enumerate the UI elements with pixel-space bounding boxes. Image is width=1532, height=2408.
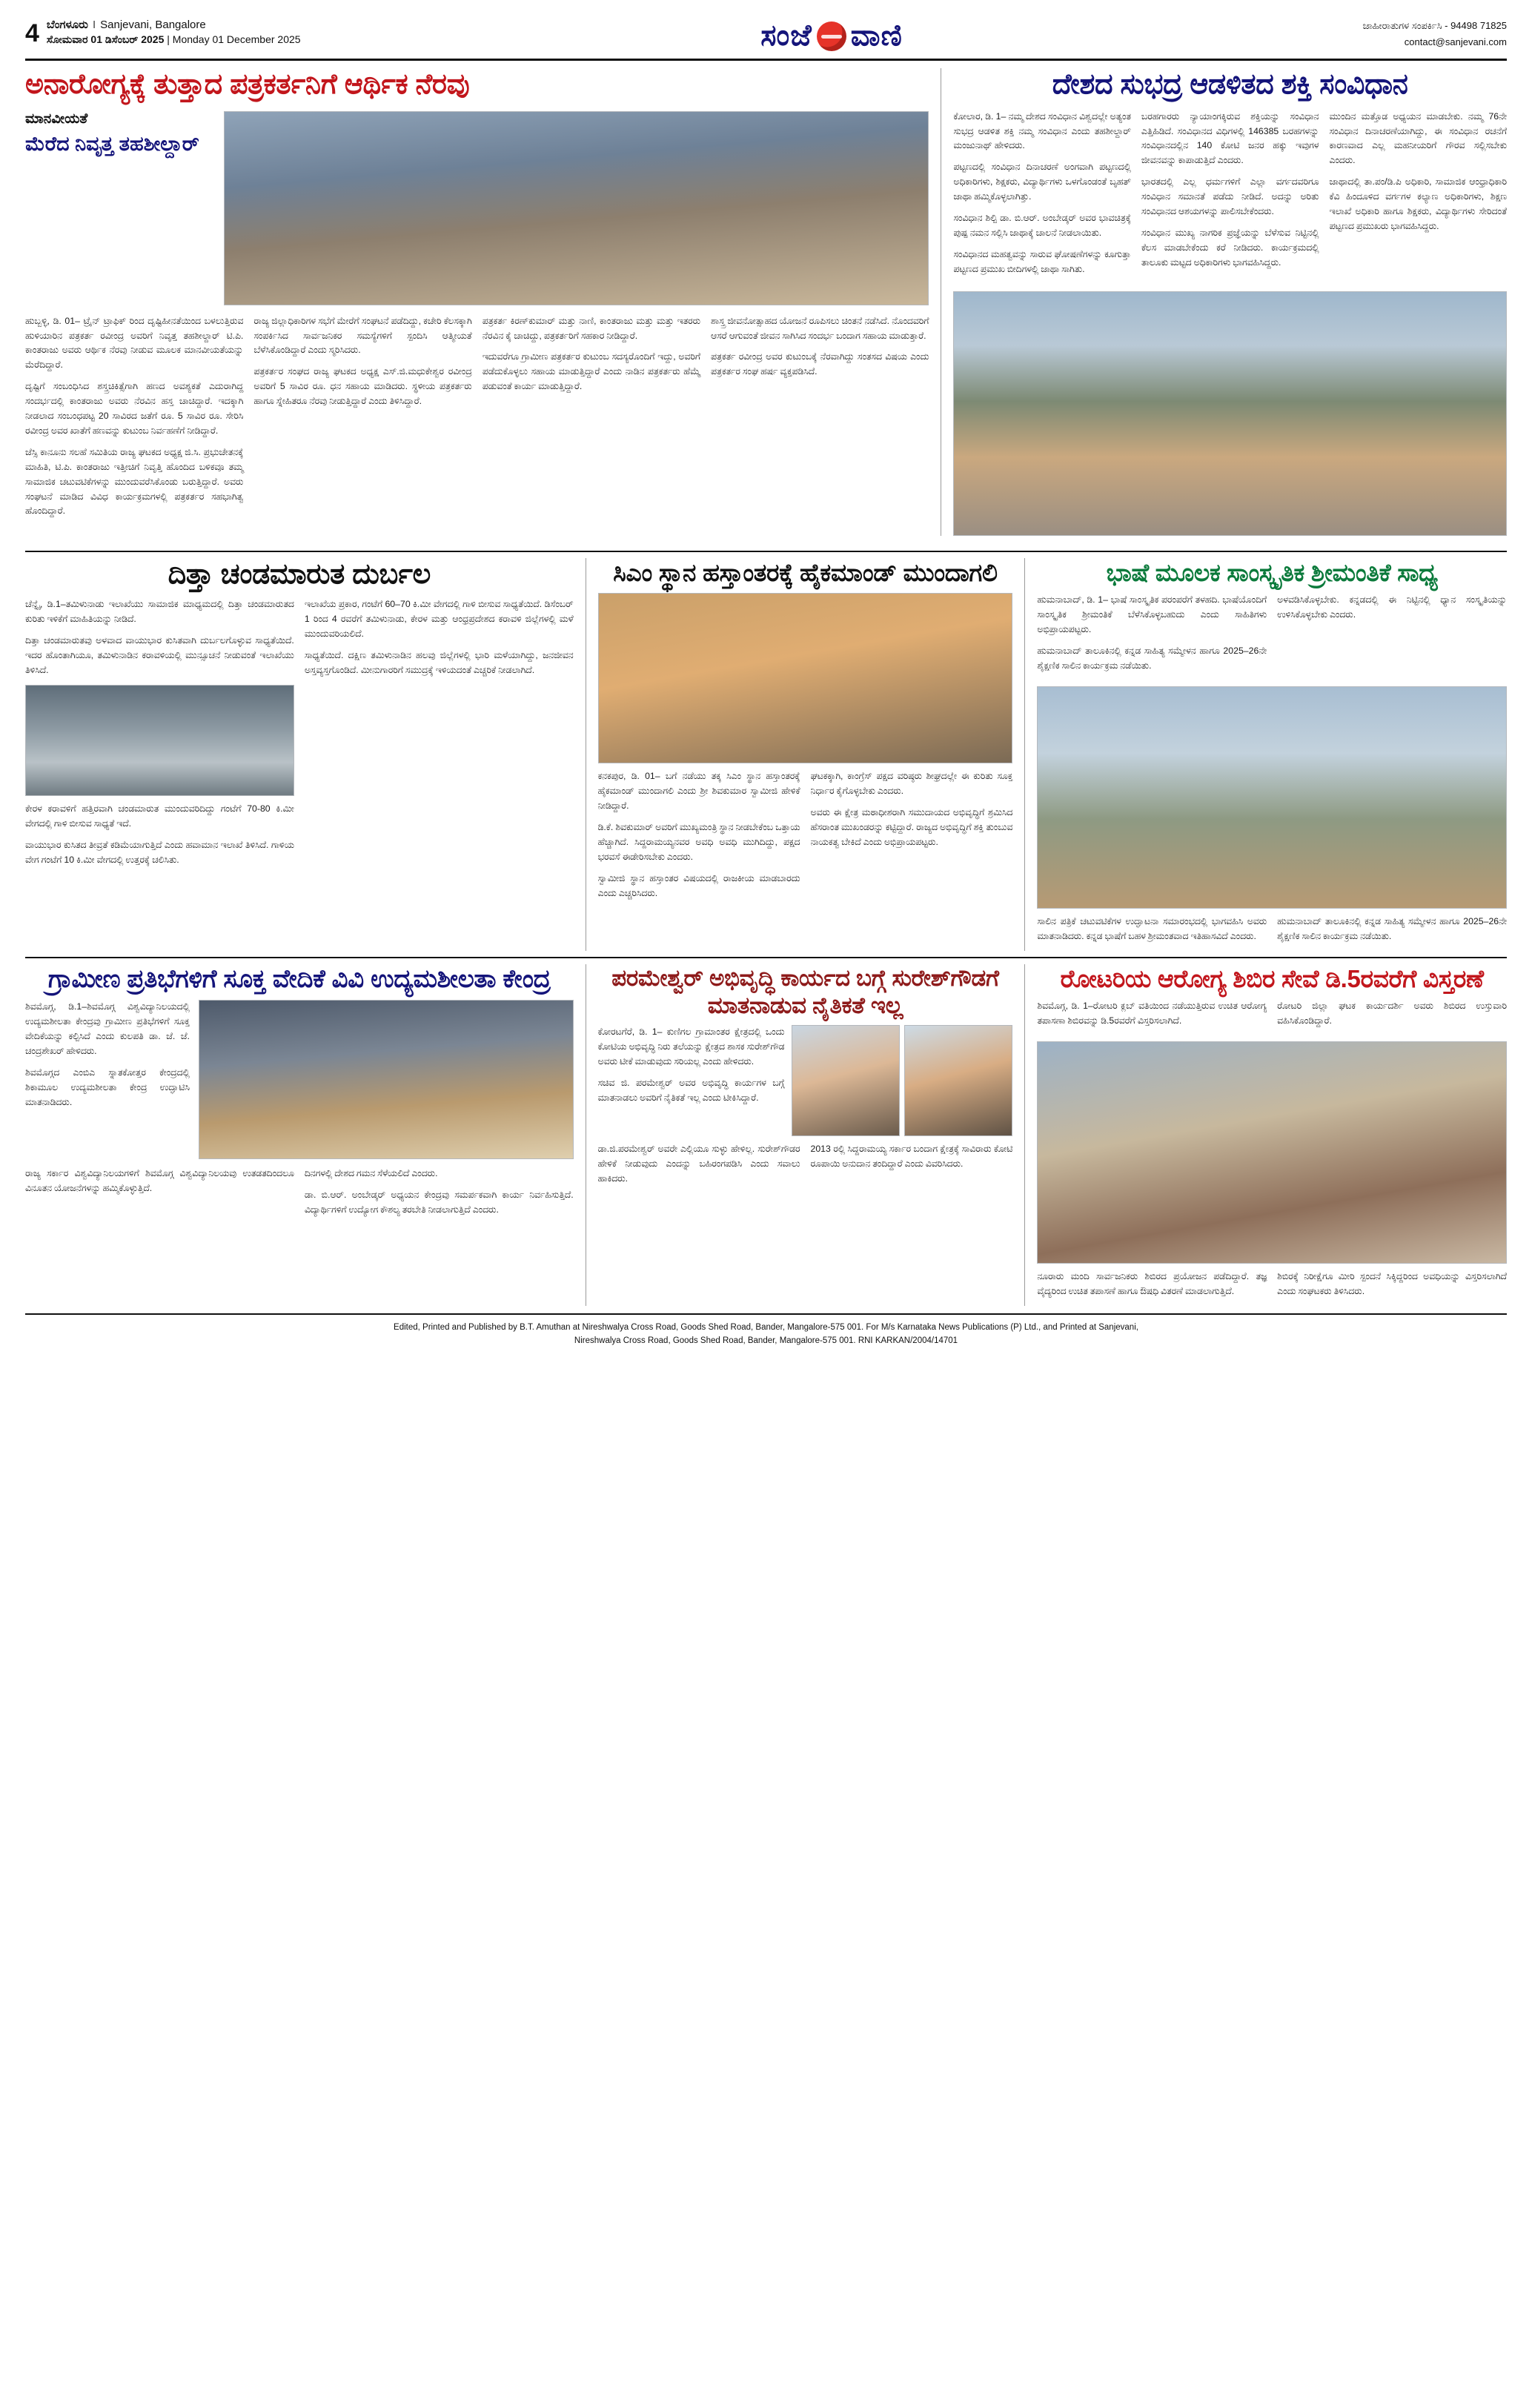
- masthead-city-line: [47, 18, 301, 33]
- culture-col-4: [1277, 915, 1507, 951]
- constitution-col3-p1: ಮುಂದಿನ ಮತ್ತೊಡ ಅಧ್ಯಯನ ಮಾಡಬೇಕು. ನಮ್ಮ 76ನೇ ಸಂವಿಧಾನ ದಿನಾಚರಣೆಯಾಗಿದ್ದು, ಈ ಸಂವಿಧಾನ ರಚನೆಗೆ ಕಾರಣವಾದ ಎಲ್ಲ ಮಹನೀಯರಿಗೆ ಗೌರವ ಸಲ್ಲಿಸಬೇಕು ಎಂದರು.: [1329, 110, 1508, 166]
- rural-col3-p1: ದಿನಗಳಲ್ಲಿ ದೇಶದ ಗಮನ ಸೆಳೆಯಲಿದೆ ಎಂದರು.: [304, 1168, 438, 1179]
- parameshwar-col3-p1: 2013 ರಲ್ಲಿ ಸಿದ್ದರಾಮಯ್ಯ ಸರ್ಕಾರ ಬಂದಾಗ ಕ್ಷೇತ್ರಕ್ಕೆ ಸಾವಿರಾರು ಕೋಟಿ ರೂಪಾಯಿ ಅನುದಾನ ತಂದಿದ್ದಾರೆ ಎಂದು ವಿವರಿಸಿದರು.: [810, 1143, 1013, 1169]
- parameshwar-photos: [792, 1025, 1012, 1136]
- footer-line-2: Nireshwalya Cross Road, Goods Shed Road, Bander, Mangalore-575 001. RNI KARKAN/2004/14701: [574, 1336, 958, 1346]
- lead-col-3: [483, 314, 700, 526]
- parameshwar-col-1: [598, 1025, 785, 1136]
- constitution-col2-p3: ಸಂವಿಧಾನ ಮುಖ್ಯ ನಾಗರಿಕ ಪ್ರಜ್ಞೆಯನ್ನು ಬೆಳೆಸುವ ನಿಟ್ಟಿನಲ್ಲಿ ಕೆಲಸ ಮಾಡಬೇಕೆಂದು ಕರೆ ನೀಡಿದರು. ಕಾರ್ಯಕ್ರಮದಲ್ಲಿ ತಾಲೂಕು ಮಟ್ಟದ ಅಧಿಕಾರಿಗಳು ಭಾಗವಹಿಸಿದ್ದರು.: [1141, 227, 1319, 268]
- constitution-rally-photo: [953, 291, 1507, 536]
- rotary-camp-photo: [1037, 1041, 1507, 1264]
- cyclone-col-2: [305, 597, 574, 874]
- section-rule-2: [25, 957, 1507, 958]
- culture-col-1: [1037, 593, 1267, 680]
- parameshwar-col2-p1: ಡಾ.ಜಿ.ಪರಮೇಶ್ವರ್ ಅವರೇ ಎಲ್ಲಿಯೂ ಸುಳ್ಳು ಹೇಳಿಲ್ಲ. ಸುರೇಶ್‌ಗೌಡರ ಹೇಳಿಕೆ ನೀಡುವುದು ಎಂದನ್ನು ಬಹಿರಂಗಪಡಿಸಿ ಎಂದು ಸವಾಲು ಹಾಕಿದರು.: [597, 1143, 800, 1184]
- constitution-col3-p2: ಜಾಥಾದಲ್ಲಿ ತಾ.ಪಂ/ಡಿ.ಪಿ ಅಧಿಕಾರಿ, ಸಾಮಾಜಿಕ ಆಂಧ್ರಾಧಿಕಾರಿ ಕೆವಿ ಹಿಂದೂಳಿದ ವರ್ಗಗಳ ಕಲ್ಯಾಣ ಅಧಿಕಾರಿಗಳು, ಶಿಕ್ಷಣ ಇಲಾಖೆ ಅಧಿಕಾರಿ ಹಾಗೂ ಶಿಕ್ಷಕರು, ವಿದ್ಯಾರ್ಥಿಗಳು ಸೇರಿದಂತೆ ಪಟ್ಟಣದ ಪ್ರಮುಖರು ಭಾಗವಹಿಸಿದ್ದರು.: [1329, 176, 1508, 231]
- rotary-col2-p1: ರೋಟರಿ ಜಿಲ್ಲಾ ಘಟಕ ಕಾರ್ಯದರ್ಶಿ ಅವರು ಶಿಬಿರದ ಉಸ್ತುವಾರಿ ವಹಿಸಿಕೊಂಡಿದ್ದಾರೆ.: [1277, 1001, 1507, 1026]
- parameshwar-headline: ಪರಮೇಶ್ವರ್ ಅಭಿವೃದ್ಧಿ ಕಾರ್ಯದ ಬಗ್ಗೆ ಸುರೇಶ್‌ಗೌಡಗೆ ಮಾತನಾಡುವ ನೈತಿಕತೆ ಇಲ್ಲ: [611, 964, 999, 1018]
- rural-inauguration-photo: [199, 1000, 574, 1159]
- rural-col1-p2: ಶಿವಮೊಗ್ಗದ ಎಂಬಿಎ ಸ್ನಾತಕೋತ್ತರ ಕೇಂದ್ರದಲ್ಲಿ ಶಿಕಾಮೂಲ ಉದ್ಯಮಶೀಲತಾ ಕೇಂದ್ರ ಉದ್ಘಾಟಿಸಿ ಮಾತನಾಡಿದರು.: [25, 1067, 190, 1107]
- masthead-city-kn: ಬೆಂಗಳೂರು: [46, 19, 88, 31]
- constitution-headline: ದೇಶದ ಸುಭದ್ರ ಆಡಳಿತದ ಶಕ್ತಿ ಸಂವಿಧಾನ: [1052, 69, 1408, 100]
- lead-kicker-block: [25, 111, 215, 305]
- culture-body-columns-2: [1037, 915, 1507, 951]
- culture-headline: ಭಾಷೆ ಮೂಲಕ ಸಾಂಸ್ಕೃತಿಕ ಶ್ರೀಮಂತಿಕೆ ಸಾಧ್ಯ: [1106, 558, 1438, 586]
- cyclone-col2-p1: ಇಲಾಖೆಯ ಪ್ರಕಾರ, ಗಂಟೆಗೆ 60–70 ಕಿ.ಮೀ ವೇಗದಲ್ಲಿ ಗಾಳಿ ಬೀಸುವ ಸಾಧ್ಯತೆಯಿದೆ. ಡಿಸೆಂಬರ್ 1 ರಿಂದ 4 ರವರೆಗೆ ತಮಿಳುನಾಡು, ಕೇರಳ ಮತ್ತು ಆಂಧ್ರಪ್ರದೇಶದ ಕರಾವಳಿ ಜಿಲ್ಲೆಗಳಲ್ಲಿ ಮಳೆ ಮುಂದುವರಿಯಲಿದೆ.: [304, 599, 574, 640]
- masthead-date-kn: ಸೋಮವಾರ 01 ಡಿಸೆಂಬರ್ 2025: [46, 33, 165, 46]
- rotary-col-3: [1037, 1270, 1267, 1306]
- rural-body-columns: [25, 1167, 574, 1224]
- rotary-col3-p1: ನೂರಾರು ಮಂದಿ ಸಾರ್ವಜನಿಕರು ಶಿಬಿರದ ಪ್ರಯೋಜನ ಪಡೆದಿದ್ದಾರೆ. ತಜ್ಞ ವೈದ್ಯರಿಂದ ಉಚಿತ ತಪಾಸಣೆ ಹಾಗೂ ಔಷಧಿ ವಿತರಣೆ ಮಾಡಲಾಗುತ್ತಿದೆ.: [1037, 1271, 1267, 1296]
- rural-top: [25, 1000, 574, 1159]
- parameshwar-story: [598, 964, 1013, 1306]
- lead-kicker: ಮಾನವೀಯತೆ: [25, 110, 88, 127]
- cm-col1-p3: ಸ್ವಾಮೀಜಿ ಸ್ಥಾನ ಹಸ್ತಾಂತರ ವಿಷಯದಲ್ಲಿ ರಾಜಕೀಯ ಮಾಡಬಾರದು ಎಂದು ಎಚ್ಚರಿಸಿದರು.: [597, 872, 800, 898]
- lead-col2-p1: ರಾಜ್ಯ ಜಿಲ್ಲಾಧಿಕಾರಿಗಳ ಸಭೆಗೆ ಮೇರೆಗೆ ಸಂಘಟನೆ ಪಡೆದಿದ್ದು, ಕಚೇರಿ ಕೆಲಸಕ್ಕಾಗಿ ಸಂಪರ್ಕಿಸಿದ ಸಾರ್ವಜನಿಕರ ಸಮಸ್ಯೆಗಳಿಗೆ ಸ್ಪಂದಿಸಿ ಆತ್ಮೀಯತೆ ಬೆಳೆಸಿಕೊಂಡಿದ್ದಾರೆ ಎಂದು ಸ್ಮರಿಸಿದರು.: [253, 315, 472, 356]
- cyclone-col1-p3: ಕೇರಳ ಕರಾವಳಿಗೆ ಹತ್ತಿರವಾಗಿ ಚಂಡಮಾರುತ ಮುಂದುವರಿದಿದ್ದು ಗಂಟೆಗೆ 70-80 ಕಿ.ಮೀ ವೇಗದಲ್ಲಿ ಗಾಳಿ ಬೀಸುವ ಸಾಧ್ಯತೆ ಇದೆ.: [25, 803, 294, 829]
- constitution-col2-p2: ಭಾರತದಲ್ಲಿ ಎಲ್ಲ ಧರ್ಮಗಳಿಗೆ ಎಲ್ಲಾ ವರ್ಗದವರಿಗೂ ಸಂವಿಧಾನ ಸಮಾನತೆ ಪಡೆದು ನೀಡಿದೆ. ಅದನ್ನು ಅರಿತು ಸಂವಿಧಾನದ ಆಶಯಗಳನ್ನು ಪಾಲಿಸಬೇಕೆಂದರು.: [1141, 176, 1319, 217]
- logo-text-left: ಸಂಜೆ: [760, 19, 812, 52]
- parameshwar-col-3: [810, 1142, 1012, 1193]
- cm-portrait-photo: [598, 593, 1013, 763]
- publication-logo: [760, 19, 903, 53]
- culture-story: [1037, 558, 1507, 951]
- lead-col2-p2: ಪತ್ರಕರ್ತರ ಸಂಘದ ರಾಜ್ಯ ಘಟಕದ ಅಧ್ಯಕ್ಷ ಎಸ್.ಜಿ.ಮಧುಕೇಶ್ವರ ರವೀಂದ್ರ ಅವರಿಗೆ 5 ಸಾವಿರ ರೂ. ಧನ ಸಹಾಯ ಮಾಡಿದರು. ಸ್ಥಳೀಯ ಪತ್ರಕರ್ತರು ಹಾಗೂ ಸ್ನೇಹಿತರೂ ನೆರವು ನೀಡುತ್ತಿದ್ದಾರೆ ಎಂದು ತಿಳಿಸಿದ್ದಾರೆ.: [253, 366, 472, 407]
- constitution-col1-p3: ಸಂವಿಧಾನ ಶಿಲ್ಪಿ ಡಾ. ಬಿ.ಆರ್. ಅಂಬೇಡ್ಕರ್ ಅವರ ಭಾವಚಿತ್ರಕ್ಕೆ ಪುಷ್ಪ ನಮನ ಸಲ್ಲಿಸಿ ಜಾಥಾಕ್ಕೆ ಚಾಲನೆ ನೀಡಲಾಯಿತು.: [953, 213, 1131, 238]
- masthead-edition: [47, 18, 301, 47]
- masthead-city-en: Sanjevani, Bangalore: [100, 19, 206, 31]
- cm-body-columns: [598, 769, 1013, 907]
- lead-col-2: [253, 314, 471, 526]
- cyclone-col-1: [25, 597, 294, 874]
- rural-story: [25, 964, 574, 1306]
- rotary-story: [1037, 964, 1507, 1306]
- rotary-headline: ರೋಟರಿಯ ಆರೋಗ್ಯ ಶಿಬಿರ ಸೇವೆ ಡಿ.5ರವರೆಗೆ ವಿಸ್ತರಣೆ: [1060, 964, 1484, 992]
- rotary-col-4: [1277, 1270, 1507, 1306]
- row-two: [25, 558, 1507, 951]
- rotary-col4-p1: ಶಿಬಿರಕ್ಕೆ ನಿರೀಕ್ಷೆಗೂ ಮೀರಿ ಸ್ಪಂದನೆ ಸಿಕ್ಕಿದ್ದರಿಂದ ಅವಧಿಯನ್ನು ವಿಸ್ತರಿಸಲಾಗಿದೆ ಎಂದು ಸಂಘಟಕರು ತಿಳಿಸಿದರು.: [1277, 1271, 1507, 1296]
- constitution-col1-p1: ಕೋಲಾರ, ಡಿ. 1– ನಮ್ಮ ದೇಶದ ಸಂವಿಧಾನ ವಿಶ್ವದಲ್ಲೇ ಅತ್ಯಂತ ಸುಭದ್ರ ಆಡಳಿತ ಶಕ್ತಿ ನಮ್ಮ ಸಂವಿಧಾನ ಎಂದು ತಹಶೀಲ್ದಾರ್ ಮಂಜುನಾಥ್ ಹೇಳಿದರು.: [953, 110, 1131, 151]
- column-divider-5: [1024, 964, 1025, 1306]
- parameshwar-col1-p1: ಕೋರಟಗೆರೆ, ಡಿ. 1– ಕುಣಿಗಲ ಗ್ರಾಮಾಂತರ ಕ್ಷೇತ್ರದಲ್ಲಿ ಒಂದು ಕೋಟಿಯ ಅಭಿವೃದ್ಧಿ ನಿರು ತಲೆಯನ್ನು ಕ್ಷೇತ್ರದ ಶಾಸಕ ಸುರೇಶ್‌ಗೌಡ ಅವರು ಟೀಕೆ ಮಾಡುವುದು ಸರಿಯಲ್ಲ ಎಂದು ಹೇಳಿದರು.: [597, 1026, 785, 1067]
- lead-col3-p2: ಇದುವರೆಗೂ ಗ್ರಾಮೀಣ ಪತ್ರಕರ್ತರ ಕುಟುಂಬ ಸದಸ್ಯರೊಂದಿಗೆ ಇದ್ದು, ಅವರಿಗೆ ಪಡೆದುಕೊಳ್ಳಲು ಸಹಾಯ ಮಾಡುತ್ತಿದ್ದಾರೆ ಎಂದು ನಾಡಿನ ಪತ್ರಕರ್ತರು ಹೆಮ್ಮೆ ಪಡುವಂತೆ ಕಾರ್ಯ ಮಾಡುತ್ತಿದ್ದಾರೆ.: [482, 351, 701, 392]
- cm-col2-p1: ಘಟಕಕ್ಕಾಗಿ, ಕಾಂಗ್ರೆಸ್ ಪಕ್ಷದ ವರಿಷ್ಠರು ಶೀಘ್ರದಲ್ಲೇ ಈ ಕುರಿತು ಸೂಕ್ತ ನಿರ್ಧಾರ ಕೈಗೊಳ್ಳಬೇಕು ಎಂದರು.: [810, 771, 1013, 797]
- rotary-col1-p1: ಶಿವಮೊಗ್ಗ, ಡಿ. 1–ರೋಟರಿ ಕ್ಲಬ್ ವತಿಯಿಂದ ನಡೆಯುತ್ತಿರುವ ಉಚಿತ ಆರೋಗ್ಯ ತಪಾಸಣಾ ಶಿಬಿರವನ್ನು ಡಿ.5ರವರೆಗೆ ವಿಸ್ತರಿಸಲಾಗಿದೆ.: [1037, 1001, 1267, 1026]
- cm-story: [598, 558, 1013, 951]
- masthead-date-en: | Monday 01 December 2025: [167, 33, 301, 46]
- rural-photo-wrap: [199, 1000, 574, 1159]
- constitution-col2-p1: ಬರಹಗಾರರು ನ್ಯಾಯಾಂಗಕ್ಕಿರುವ ಶಕ್ತಿಯನ್ನು ಸಂವಿಧಾನ ಎತ್ತಿಹಿಡಿದೆ. ಸಂವಿಧಾನದ ವಿಧಿಗಳಲ್ಲಿ 146385 ಬರಹಗಳನ್ನು ಸಂವಿಧಾನದಲ್ಲಿನ 140 ಕೋಟಿ ಜನರ ಹಕ್ಕು ಇವುಗಳ ಜೀವನವನ್ನು ಕಾಪಾಡುತ್ತಿದೆ ಎಂದರು.: [1141, 110, 1319, 166]
- masthead-contact: [1363, 18, 1507, 50]
- rotary-col-1: [1037, 999, 1267, 1035]
- culture-event-photo: [1037, 686, 1507, 909]
- cyclone-col1-p2: ದಿತ್ತಾ ಚಂಡಮಾರುತವು ಅಳವಾದ ವಾಯುಭಾರ ಕುಸಿತವಾಗಿ ದುರ್ಬಲಗೊಳ್ಳುವ ಸಾಧ್ಯತೆಯಿದೆ. ಇದರ ಹೊಂತಾಗಿಯೂ, ತಮಿಳುನಾಡಿನ ಕರಾವಳಿಯಲ್ಲಿ ಮುನ್ಸೂಚನೆ ನೀಡುವಂತೆ ಇಲಾಖೆಯು ತಿಳಿಸಿದೆ.: [25, 635, 294, 675]
- row-three: [25, 964, 1507, 1306]
- cyclone-body-columns: [25, 597, 574, 874]
- lead-photo: [224, 111, 929, 305]
- lead-col4-p1: ಶಾಸ್ತ್ರ ಜೀವನೋತ್ಸಾಹದ ಯೋಜನೆ ರೂಪಿಸಲು ಚಿಂತನೆ ನಡೆಸಿದೆ. ನೊಂದವರಿಗೆ ಆಸರೆ ಆಗುವಂತೆ ಜೀವನ ಸಾಗಿಸಿದ ಸಂದರ್ಭ ಬಂದಾಗ ಸಹಾಯ ಮಾಡುತ್ತಾರೆ.: [711, 315, 929, 341]
- rural-col-2: [25, 1167, 294, 1224]
- lead-body-columns: [25, 314, 929, 526]
- parameshwar-portrait-2: [904, 1025, 1012, 1136]
- constitution-col1-p2: ಪಟ್ಟಣದಲ್ಲಿ ಸಂವಿಧಾನ ದಿನಾಚರಣೆ ಅಂಗವಾಗಿ ಪಟ್ಟಣದಲ್ಲಿ ಅಧಿಕಾರಿಗಳು, ಶಿಕ್ಷಕರು, ವಿದ್ಯಾರ್ಥಿಗಳು ಒಳಗೊಂಡಂತೆ ಬೃಹತ್ ಜಾಥಾ ಹಮ್ಮಿಕೊಳ್ಳಲಾಗಿತ್ತು.: [953, 162, 1131, 202]
- parameshwar-col-2: [598, 1142, 800, 1193]
- rotary-body-columns-2: [1037, 1270, 1507, 1306]
- cyclone-headline: ದಿತ್ತಾ ಚಂಡಮಾರುತ ದುರ್ಬಲ: [168, 558, 431, 590]
- lead-story: [25, 68, 929, 536]
- lead-col1-p3: ಜೆಸ್ಸಿ ಕಾನೂನು ಸಲಹೆ ಸಮಿತಿಯ ರಾಜ್ಯ ಘಟಕದ ಅಧ್ಯಕ್ಷ ಜಿ.ಸಿ. ಪ್ರಭುಚೇತನಕ್ಕೆ ಮಾಹಿತಿ, ಟಿ.ಪಿ. ಕಾಂತರಾಜು ಇತ್ತೀಚಿಗೆ ನಿವೃತ್ತಿ ಹೊಂದಿದ ಬಳಿಕವೂ ತಮ್ಮ ಸಾಮಾಜಿಕ ಚಟುವಟಿಕೆಗಳನ್ನು ಮುಂದುವರೆಸಿಕೊಂಡು ಬರುತ್ತಿದ್ದಾರೆ. ಅವರು ಸಂಘಟನೆ ಮಾಡಿದ ವಿವಿಧ ಕಾರ್ಯಕ್ರಮಗಳಲ್ಲಿ ಪತ್ರಕರ್ತರ ಸಹಭಾಗಿತ್ವ ಹೊಂದಿದ್ದಾರೆ.: [25, 446, 244, 517]
- ads-contact-line: ಜಾಹೀರಾತುಗಳ ಸಂಪರ್ಕಿಸಿ - 94498 71825: [1362, 20, 1507, 31]
- cm-col1-p1: ಕನಕಪುರ, ಡಿ. 01– ಬಗೆ ನಡೆಯು ತಕ್ಕ ಸಿಎಂ ಸ್ಥಾನ ಹಸ್ತಾಂತರಕ್ಕೆ ಹೈಕಮಾಂಡ್ ಮುಂದಾಗಲಿ ಎಂದು ಶ್ರೀ ಶಿವಕುಮಾರ ಸ್ವಾಮೀಜಿ ಹೇಳಿಕೆ ನೀಡಿದ್ದಾರೆ.: [597, 771, 800, 812]
- parameshwar-col1-p2: ಸಚಿವ ಜಿ. ಪರಮೇಶ್ವರ್ ಅವರ ಅಭಿವೃದ್ಧಿ ಕಾರ್ಯಗಳ ಬಗ್ಗೆ ಮಾತನಾಡಲು ಅವರಿಗೆ ನೈತಿಕತೆ ಇಲ್ಲ ಎಂದು ಟೀಕಿಸಿದ್ದಾರೆ.: [597, 1077, 785, 1103]
- globe-icon: [817, 21, 846, 51]
- cyclone-col2-p2: ಸಾಧ್ಯತೆಯಿದೆ. ದಕ್ಷಿಣ ತಮಿಳುನಾಡಿನ ಹಲವು ಜಿಲ್ಲೆಗಳಲ್ಲಿ ಭಾರಿ ಮಳೆಯಾಗಿದ್ದು, ಜನಜೀವನ ಅಸ್ತವ್ಯಸ್ತಗೊಂಡಿದೆ. ಮೀನುಗಾರರಿಗೆ ಸಮುದ್ರಕ್ಕೆ ಇಳಿಯದಂತೆ ಎಚ್ಚರಿಕೆ ನೀಡಲಾಗಿದೆ.: [304, 649, 574, 675]
- culture-body-columns: [1037, 593, 1507, 680]
- rotary-col-2: [1277, 999, 1507, 1035]
- culture-col1-p1: ಹುಮನಾಬಾದ್, ಡಿ. 1– ಭಾಷೆ ಸಾಂಸ್ಕೃತಿಕ ಪರಂಪರೆಗೆ ತಳಹದಿ. ಭಾಷೆಯೊಂದಿಗೆ ಸಾಂಸ್ಕೃತಿಕ ಶ್ರೀಮಂತಿಕೆ ಬೆಳೆಸಿಕೊಳ್ಳಬಹುದು ಎಂದು ಸಾಹಿತಿಗಳು ಅಭಿಪ್ರಾಯಪಟ್ಟರು.: [1037, 594, 1267, 635]
- masthead-separator: I: [92, 19, 96, 31]
- cyclone-col1-p4: ವಾಯುಭಾರ ಕುಸಿತದ ತೀವ್ರತೆ ಕಡಿಮೆಯಾಗುತ್ತಿದೆ ಎಂದು ಹವಾಮಾನ ಇಲಾಖೆ ತಿಳಿಸಿದೆ. ಗಾಳಿಯ ವೇಗ ಗಂಟೆಗೆ 10 ಕಿ.ಮೀ ವೇಗದಲ್ಲಿ ಉತ್ತರಕ್ಕೆ ಚಲಿಸಿತು.: [25, 839, 294, 865]
- lead-col-1: [25, 314, 243, 526]
- page-footer: [25, 1313, 1507, 1348]
- footer-line-1: Edited, Printed and Published by B.T. Amuthan at Nireshwalya Cross Road, Goods Shed Road, Bander, Mangalore-575 001. For M/s Karnataka News Publications (P) Ltd., and Printed at Sanjevani,: [394, 1322, 1138, 1332]
- constitution-col1-p4: ಸಂವಿಧಾನದ ಮಹತ್ವವನ್ನು ಸಾರುವ ಘೋಷಣೆಗಳನ್ನು ಕೂಗುತ್ತಾ ಪಟ್ಟಣದ ಪ್ರಮುಖ ಬೀದಿಗಳಲ್ಲಿ ಜಾಥಾ ಸಾಗಿತು.: [953, 248, 1131, 274]
- culture-col2-p1: ಅಳವಡಿಸಿಕೊಳ್ಳಬೇಕು. ಕನ್ನಡದಲ್ಲಿ ಈ ನಿಟ್ಟಿನಲ್ಲಿ ಧ್ಯಾನ ಸಂಸ್ಕೃತಿಯನ್ನು ಉಳಿಸಿಕೊಳ್ಳಬೇಕು ಎಂದರು.: [1277, 594, 1507, 620]
- lead-top-block: [25, 111, 929, 305]
- cyclone-col1-p1: ಚೆನ್ನೈ, ಡಿ.1–ತಮಿಳುನಾಡು ಇಲಾಖೆಯು ಸಾಮಾಜಿಕ ಮಾಧ್ಯಮದಲ್ಲಿ ದಿತ್ತಾ ಚಂಡಮಾರುತದ ಕುರಿತು ಇಳಿಕೆಗೆ ಮಾಹಿತಿಯನ್ನು ನೀಡಿದೆ.: [25, 599, 294, 625]
- lead-col1-p2: ದೃಷ್ಟಿಗೆ ಸಂಬಂಧಿಸಿದ ಶಸ್ತ್ರಚಿಕಿತ್ಸೆಗಾಗಿ ಹಣದ ಅವಶ್ಯಕತೆ ಎದುರಾಗಿದ್ದ ಸಂದರ್ಭದಲ್ಲಿ ಕಾಂತರಾಜು ಅವರು ನೆರವಿನ ಹಸ್ತ ಚಾಚಿದ್ದಾರೆ. ಇದಕ್ಕಾಗಿ ನೀಡಲಾದ ಸಂಬಂಧಪಟ್ಟ 20 ಸಾವಿರದ ಜತೆಗೆ ರೂ. 5 ಸಾವಿರ ರೂ. ಸೇರಿಸಿ ರವೀಂದ್ರ ಅವರ ಖಾತೆಗೆ ಹಣವನ್ನು ಕುಟುಂಬ ನಿರ್ವಹಣೆಗೆ ನೀಡಿದ್ದಾರೆ.: [25, 381, 244, 436]
- cm-col1-p2: ಡಿ.ಕೆ. ಶಿವಕುಮಾರ್ ಅವರಿಗೆ ಮುಖ್ಯಮಂತ್ರಿ ಸ್ಥಾನ ನೀಡಬೇಕೆಂಬ ಒತ್ತಾಯ ಹೆಚ್ಚಾಗಿದೆ. ಸಿದ್ದರಾಮಯ್ಯನವರ ಅವಧಿ ಅವಧಿ ಮುಗಿದಿದ್ದು, ಪಕ್ಷದ ಭರವಸೆ ಈಡೇರಿಸಬೇಕು ಎಂದರು.: [597, 821, 800, 862]
- lead-headline: ಅನಾರೋಗ್ಯಕ್ಕೆ ತುತ್ತಾದ ಪತ್ರಕರ್ತನಿಗೆ ಆರ್ಥಿಕ ನೆರವು: [25, 69, 470, 100]
- rural-col3-p2: ಡಾ. ಬಿ.ಆರ್. ಅಂಬೇಡ್ಕರ್ ಅಧ್ಯಯನ ಕೇಂದ್ರವು ಸಮರ್ಪಕವಾಗಿ ಕಾರ್ಯ ನಿರ್ವಹಿಸುತ್ತಿದೆ. ವಿದ್ಯಾರ್ಥಿಗಳಿಗೆ ಉದ್ಯೋಗ ಕೌಶಲ್ಯ ತರಬೇತಿ ನೀಡಲಾಗುತ್ತಿದೆ ಎಂದರು.: [304, 1190, 574, 1215]
- parameshwar-top: [598, 1025, 1013, 1136]
- rural-col-3: [305, 1167, 574, 1224]
- constitution-body-columns: [953, 110, 1507, 284]
- column-divider-3: [1024, 558, 1025, 951]
- parameshwar-portrait-1: [792, 1025, 900, 1136]
- rural-headline: ಗ್ರಾಮೀಣ ಪ್ರತಿಭೆಗಳಿಗೆ ಸೂಕ್ತ ವೇದಿಕೆ ವಿವಿ ಉದ್ಯಮಶೀಲತಾ ಕೇಂದ್ರ: [47, 964, 551, 993]
- rural-col1-p1: ಶಿವಮೊಗ್ಗ, ಡಿ.1–ಶಿವಮೊಗ್ಗ ವಿಶ್ವವಿದ್ಯಾನಿಲಯದಲ್ಲಿ ಉದ್ಯಮಶೀಲತಾ ಕೇಂದ್ರವು ಗ್ರಾಮೀಣ ಪ್ರತಿಭೆಗಳಿಗೆ ಸೂಕ್ತ ವೇದಿಕೆಯನ್ನು ಕಲ್ಪಿಸಿದೆ ಎಂದು ಕುಲಪತಿ ಡಾ. ಜೆ. ಜೆ. ಚಂದ್ರಶೇಖರ್ ಹೇಳಿದರು.: [25, 1001, 190, 1057]
- cyclone-story: [25, 558, 574, 951]
- masthead-date-line: [47, 33, 301, 47]
- cm-col2-p2: ಅವರು ಈ ಕ್ಷೇತ್ರ ಮಠಾಧೀಶರಾಗಿ ಸಮುದಾಯದ ಅಭಿವೃದ್ಧಿಗೆ ಶ್ರಮಿಸಿದ ಹೆಸರಾಂತ ಮುಖಂಡರನ್ನು ಕಟ್ಟಿದ್ದಾರೆ. ರಾಜ್ಯದ ಅಭಿವೃದ್ಧಿಗೆ ಶಕ್ತಿ ತುಂಬುವ ನಾಯಕತ್ವ ಬೇಕಿದೆ ಎಂದು ಅಭಿಪ್ರಾಯಪಟ್ಟರು.: [810, 807, 1013, 847]
- page-number: 4: [25, 19, 39, 47]
- culture-col4-p1: ಹುಮನಾಬಾದ್ ತಾಲೂಕಿನಲ್ಲಿ ಕನ್ನಡ ಸಾಹಿತ್ಯ ಸಮ್ಮೇಳನ ಹಾಗೂ 2025–26ನೇ ಶೈಕ್ಷಣಿಕ ಸಾಲಿನ ಕಾರ್ಯಕ್ರಮ ನಡೆಯಿತು.: [1277, 915, 1507, 941]
- lead-col4-p2: ಪತ್ರಕರ್ತ ರವೀಂದ್ರ ಅವರ ಕುಟುಂಬಕ್ಕೆ ನೆರವಾಗಿದ್ದು ಸಂತಸದ ವಿಷಯ ಎಂದು ಪತ್ರಕರ್ತರ ಸಂಘ ಹರ್ಷ ವ್ಯಕ್ತಪಡಿಸಿದೆ.: [711, 351, 929, 377]
- row-one: [25, 61, 1507, 545]
- cm-headline: ಸಿಎಂ ಸ್ಥಾನ ಹಸ್ತಾಂತರಕ್ಕೆ ಹೈಕಮಾಂಡ್ ಮುಂದಾಗಲಿ: [613, 558, 998, 586]
- logo-text-right: ವಾಣಿ: [850, 19, 903, 52]
- rural-col2-p1: ರಾಜ್ಯ ಸರ್ಕಾರ ವಿಶ್ವವಿದ್ಯಾನಿಲಯಗಳಿಗೆ ಶಿವಮೊಗ್ಗ ವಿಶ್ವವಿದ್ಯಾನಿಲಯವು ಉತಡತದಿಂದಲೂ ವಿನೂತನ ಯೋಜನೆಗಳನ್ನು ಹಮ್ಮಿಕೊಳ್ಳುತ್ತಿದೆ.: [25, 1168, 294, 1194]
- lead-headline-wrap: [25, 68, 929, 107]
- email-contact-line: contact@sanjevani.com: [1404, 36, 1507, 48]
- lead-col3-p1: ಪತ್ರಕರ್ತ ಕಿರಣ್‌ಕುಮಾರ್ ಮತ್ತು ನಾಣಿ, ಕಾಂತರಾಜು ಮತ್ತು ಮತ್ತು ಇತರರು ನೆರವಿನ ಕೈ ಚಾಚಿದ್ದು, ಪತ್ರಕರ್ತರಿಗೆ ಸಹಕಾರ ನೀಡಿದ್ದಾರೆ.: [482, 315, 701, 341]
- section-rule-1: [25, 551, 1507, 552]
- lead-col-4: [711, 314, 929, 526]
- parameshwar-body-columns: [598, 1142, 1013, 1193]
- culture-col1-p2: ಹುಮನಾಬಾದ್ ತಾಲೂಕಿನಲ್ಲಿ ಕನ್ನಡ ಸಾಹಿತ್ಯ ಸಮ್ಮೇಳನ ಹಾಗೂ 2025–26ನೇ ಶೈಕ್ಷಣಿಕ ಸಾಲಿನ ಕಾರ್ಯಕ್ರಮ ನಡೆಯಿತು.: [1037, 645, 1267, 671]
- masthead-left: [25, 18, 301, 47]
- constitution-col-2: [1141, 110, 1319, 284]
- constitution-story: [953, 68, 1507, 536]
- cm-col-1: [598, 769, 800, 907]
- masthead: [25, 18, 1507, 61]
- lead-subhead: ಮೆರೆದ ನಿವೃತ್ತ ತಹಶೀಲ್ದಾರ್: [25, 132, 199, 155]
- cm-col-2: [810, 769, 1012, 907]
- constitution-col-1: [953, 110, 1131, 284]
- lead-col1-p1: ಹುಬ್ಬಳ್ಳಿ, ಡಿ. 01– ಟ್ರೈನ್ ಟ್ರಾಫಿಕ್ ರಿಂದ ದೃಷ್ಟಿಹೀನತೆಯಿಂದ ಬಳಲುತ್ತಿರುವ ಹುಳಿಯಾರಿನ ಪತ್ರಕರ್ತ ರವೀಂದ್ರ ಅವರಿಗೆ ನಿವೃತ್ತ ತಹಶೀಲ್ದಾರ್ ಟಿ.ಪಿ. ಕಾಂತರಾಜು ಅವರು ಆರ್ಥಿಕ ನೆರವು ನೀಡುವ ಮೂಲಕ ಮಾನವೀಯತೆಯನ್ನು ಮೆರೆದಿದ್ದಾರೆ.: [25, 315, 244, 371]
- lead-photo-image: [224, 111, 929, 305]
- culture-col3-p1: ಸಾಲಿನ ಪತ್ರಿಕೆ ಚಟುವಟಿಕೆಗಳ ಉದ್ಘಾಟನಾ ಸಮಾರಂಭದಲ್ಲಿ ಭಾಗವಹಿಸಿ ಅವರು ಮಾತನಾಡಿದರು. ಕನ್ನಡ ಭಾಷೆಗೆ ಬಹಳ ಶ್ರೀಮಂತವಾದ ಇತಿಹಾಸವಿದೆ ಎಂದರು.: [1037, 915, 1267, 941]
- culture-col-2: [1277, 593, 1507, 680]
- constitution-col-3: [1329, 110, 1507, 284]
- cyclone-photo: [25, 685, 294, 796]
- rotary-body-columns: [1037, 999, 1507, 1035]
- culture-col-3: [1037, 915, 1267, 951]
- rural-col-1: [25, 1000, 190, 1159]
